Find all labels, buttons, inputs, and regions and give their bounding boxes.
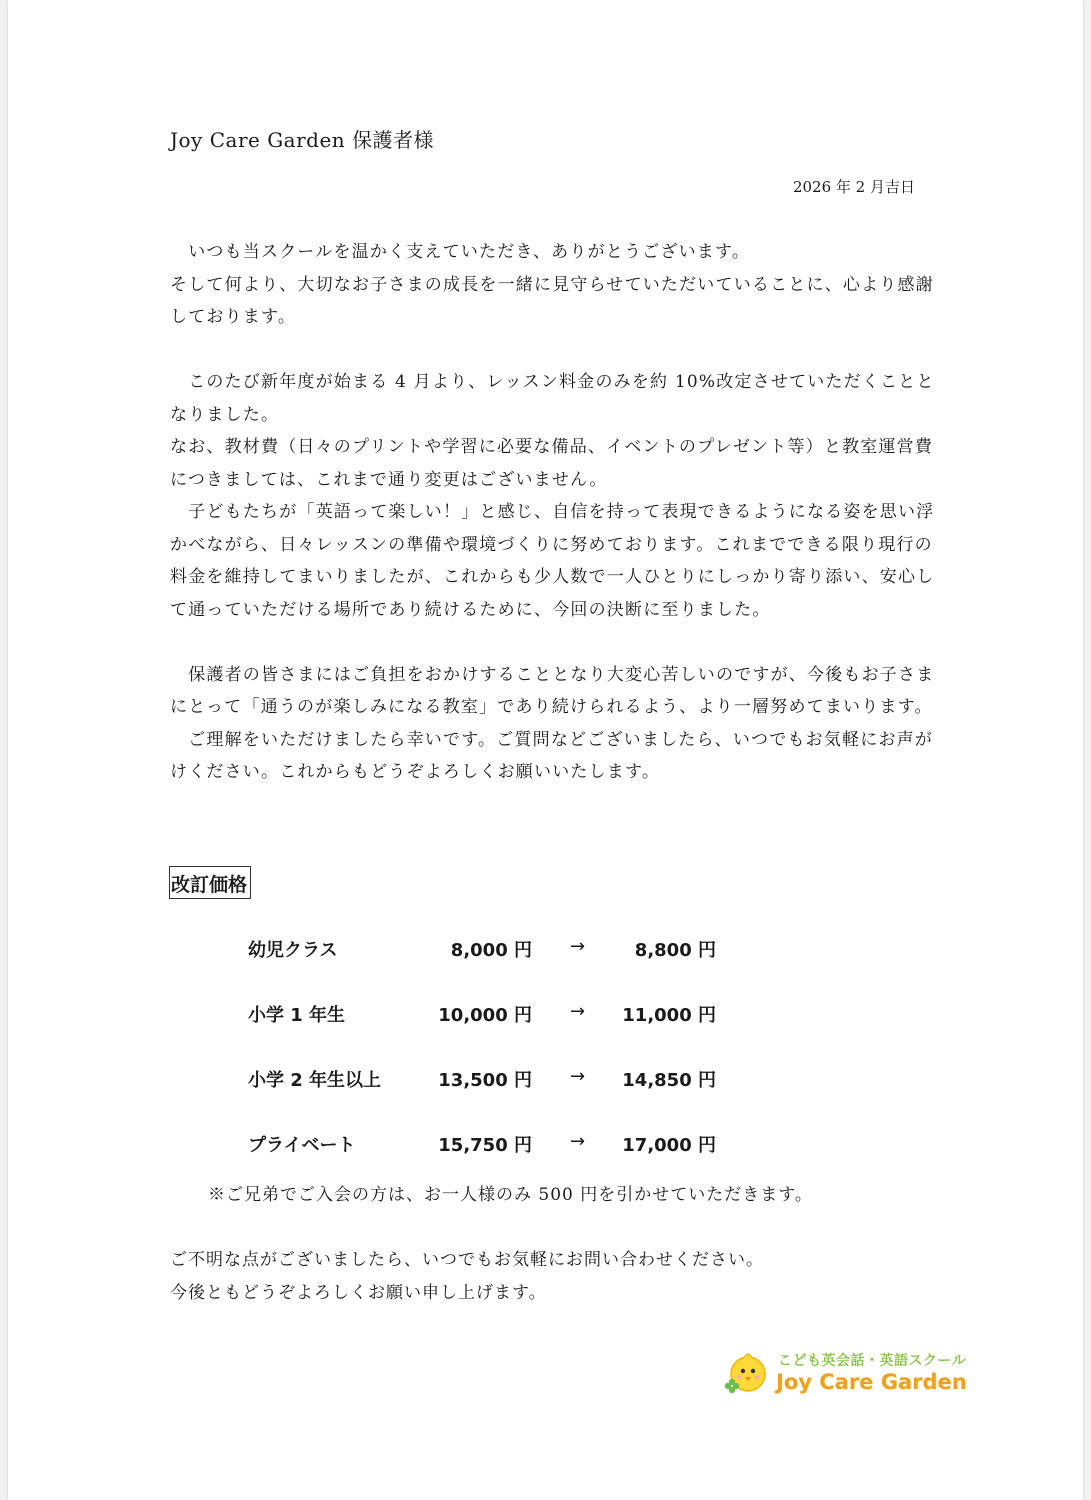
- arrow-icon: →: [570, 1131, 586, 1152]
- body-paragraph: このたび新年度が始まる 4 月より、レッスン料金のみを約 10%改定させていただくこととなりました。: [170, 372, 935, 425]
- letter-page: [8, 0, 1083, 1500]
- new-price: 14,850 円: [622, 1070, 716, 1091]
- body-paragraph: ご理解をいただけましたら幸いです。ご質問などございましたら、いつでもお気軽にお声がけください。これからもどうぞよろしくお願いいたします。: [170, 729, 934, 782]
- closing-text: [170, 1244, 764, 1309]
- new-price: 8,800 円: [634, 940, 716, 961]
- body-paragraph: 保護者の皆さまにはご負担をおかけすることとなり大変心苦しいのですが、今後もお子さまにとって「通うのが楽しみになる教室」であり続けられるよう、より一層努めてまいります。: [170, 664, 935, 717]
- logo-tagline: こども英会話・英語スクール: [778, 1353, 967, 1369]
- class-name: 小学 2 年生以上: [248, 1070, 382, 1091]
- pricing-title: 改訂価格: [169, 866, 251, 899]
- body-paragraph: 子どもたちが「英語って楽しい！」と感じ、自信を持って表現できるようになる姿を思い浮かべながら、日々レッスンの準備や環境づくりに努めております。これまでできる限り現行の料金を維持してまいりましたが、これからも少人数で一人ひとりにしっかり寄り添い、安心して通っていただける場所であり続けるために、今回の決断に至りました。: [170, 502, 935, 620]
- price-row: [248, 1066, 728, 1096]
- recipient-line: Joy Care Garden 保護者様: [170, 128, 435, 152]
- price-row: [248, 936, 728, 966]
- new-price: 11,000 円: [622, 1005, 716, 1026]
- old-price: 13,500 円: [438, 1070, 532, 1091]
- closing-line: ご不明な点がございましたら、いつでもお気軽にお問い合わせください。: [170, 1250, 764, 1270]
- old-price: 8,000 円: [450, 940, 532, 961]
- body-paragraph: そして何より、大切なお子さまの成長を一緒に見守らせていただいていることに、心より感謝しております。: [170, 274, 934, 327]
- class-name: 幼児クラス: [248, 940, 338, 961]
- sibling-discount-note: ※ご兄弟でご入会の方は、お一人様のみ 500 円を引かせていただきます。: [208, 1185, 813, 1205]
- body-paragraph: なお、教材費（日々のプリントや学習に必要な備品、イベントのプレゼント等）と教室運営費につきましては、これまで通り変更はございません。: [170, 437, 934, 490]
- school-logo: [720, 1348, 990, 1400]
- new-price: 17,000 円: [622, 1135, 716, 1156]
- closing-line: 今後ともどうぞよろしくお願い申し上げます。: [170, 1282, 547, 1303]
- class-name: プライベート: [248, 1135, 356, 1156]
- arrow-icon: →: [570, 936, 586, 957]
- price-row: [248, 1001, 728, 1031]
- chick-icon: [720, 1348, 774, 1400]
- logo-name: Joy Care Garden: [776, 1370, 967, 1394]
- arrow-icon: →: [570, 1066, 586, 1087]
- body-paragraph: いつも当スクールを温かく支えていただき、ありがとうございます。: [170, 242, 751, 262]
- letter-body: [170, 236, 942, 789]
- old-price: 15,750 円: [438, 1135, 532, 1156]
- class-name: 小学 1 年生: [248, 1005, 346, 1026]
- price-row: [248, 1131, 728, 1161]
- old-price: 10,000 円: [438, 1005, 532, 1026]
- letter-date: 2026 年 2 月吉日: [792, 178, 915, 196]
- arrow-icon: →: [570, 1001, 586, 1022]
